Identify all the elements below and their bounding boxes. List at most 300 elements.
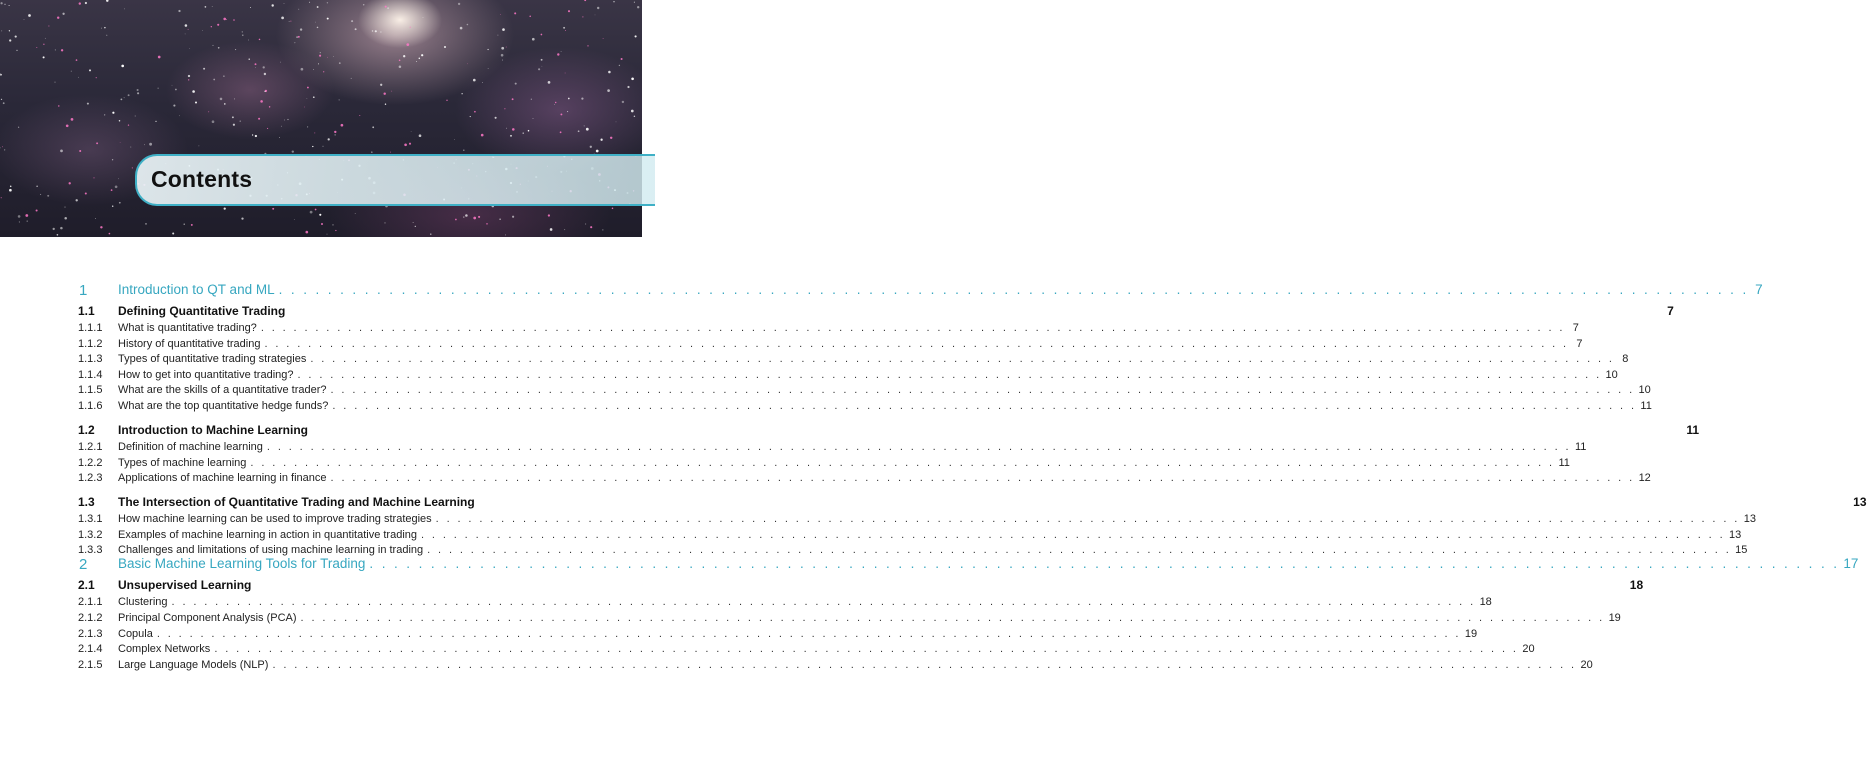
star-dot [627,86,629,88]
toc-chapter-row[interactable] [0,282,1763,299]
star-dot [404,143,407,146]
star-dot [568,10,570,12]
star-dot [76,59,78,61]
star-dot [179,115,180,116]
star-dot [321,223,323,225]
star-dot [372,126,374,128]
star-dot [363,4,364,5]
toc-page-number: 20 [1522,643,1535,656]
star-dot [28,14,31,17]
star-dot [96,142,98,144]
star-dot [185,34,186,35]
star-dot [375,30,377,32]
star-dot [111,189,113,191]
star-dot [112,159,113,160]
toc-subsection-row[interactable] [0,456,1570,473]
toc-chapter-row[interactable] [0,556,1859,574]
toc-entry-title[interactable]: How machine learning can be used to improve trading strategies [118,513,432,526]
star-dot [205,6,207,8]
toc-subsection-row[interactable] [0,643,1535,659]
star-dot [64,207,65,208]
toc-page-number: 15 [1735,544,1748,557]
star-dot [158,88,159,89]
star-dot [307,87,309,89]
star-dot [272,208,274,210]
dot-leader: . . . . . . . . . . . . . . . . . . . . . . . . . . . . . . . . . . . . . . . . . . . . . . . . . . . . . . . . . . . . . . . . . . . . . . . . . . . . . . . . . . . . . . . . . . . . . . . . . . . . . . . . . . . . . . . . . . . . . . . . [156,627,1461,640]
toc-page-number: 13 [1743,513,1756,526]
toc-entry-number: 2.1.2 [78,612,103,624]
star-dot [145,223,146,224]
star-dot [565,30,566,31]
star-dot [175,89,177,91]
star-dot [192,90,195,93]
toc-entry-title[interactable]: How to get into quantitative trading? [118,368,294,381]
star-dot [10,186,12,188]
toc-entry-number: 1.2.2 [78,456,103,469]
toc-entry-number: 1.1.6 [78,400,103,412]
star-dot [548,214,550,216]
star-dot [380,31,381,32]
star-dot [79,2,81,4]
star-dot [506,128,507,129]
star-dot [43,56,45,58]
star-dot [93,177,94,178]
star-dot [60,150,63,153]
star-dot [233,124,235,126]
toc-subsection-row[interactable] [0,612,1621,628]
star-dot [112,205,113,206]
toc-entry-number: 2.1.5 [78,658,103,671]
star-dot [391,91,392,92]
star-dot [635,35,637,37]
star-dot [506,47,507,48]
toc-entry-title[interactable]: Principal Component Analysis (PCA) [118,612,297,624]
star-dot [224,103,226,105]
toc-entry-title[interactable]: Unsupervised Learning [118,578,252,593]
star-dot [351,78,352,79]
star-dot [596,150,599,153]
toc-entry-title[interactable]: Applications of machine learning in finance [118,472,327,485]
toc-subsection-row[interactable] [0,472,1651,488]
star-dot [224,207,226,209]
toc-subsection-row[interactable] [0,368,1618,385]
star-dot [4,149,5,150]
star-dot [66,124,69,127]
star-dot [488,68,489,69]
star-dot [313,96,315,98]
star-dot [478,216,480,218]
star-dot [53,228,55,230]
star-dot [120,142,121,143]
star-dot [567,111,568,112]
star-dot [60,227,63,230]
star-dot [57,234,59,236]
star-dot [155,121,156,122]
star-dot [510,135,512,137]
star-dot [106,0,108,2]
star-dot [460,27,463,30]
star-dot [310,211,313,214]
star-dot [235,49,236,50]
toc-section-row[interactable] [0,423,1700,439]
star-dot [473,217,476,220]
star-dot [0,2,2,4]
star-dot [242,35,243,36]
toc-entry-title[interactable]: Defining Quantitative Trading [118,304,286,318]
star-dot [313,69,314,70]
star-dot [410,27,411,28]
star-dot [208,111,209,112]
star-dot [9,5,10,6]
star-dot [403,55,405,57]
star-dot [597,7,599,9]
dot-leader: . . . . . . . . . . . . . . . . . . . . . . . . . . . . . . . . . . . . . . . . . . . . . . . . . . . . . . . . . . . . . . . . . . . . . . . . . . . . . . . . . . . . . . . . . . . . . . . . . . . . . . . . . . . . . . . . . . . . . . . . [435,513,1740,526]
star-dot [415,226,416,227]
toc-entry-title[interactable]: History of quantitative trading [118,337,261,350]
star-dot [616,122,617,123]
toc-entry-number: 1.3.2 [78,528,103,541]
toc-page-number: 7 [1755,282,1763,297]
star-dot [307,126,308,127]
star-dot [199,146,200,147]
toc-entry-number: 1.1.2 [78,337,103,350]
star-dot [95,218,96,219]
star-dot [387,7,389,9]
dot-leader: . . . . . . . . . . . . . . . . . . . . . . . . . . . . . . . . . . . . . . . . . . . . . . . . . . . . . . . . . . . . . . . . . . . . . . . . . . . . . . . . . . . . . . . . . . . . . . . . . . . . . . . . . . . . . . . . . . . . . . . . [272,658,1577,671]
toc-subsection-row[interactable] [0,513,1756,529]
star-dot [15,36,17,38]
star-dot [512,216,514,218]
star-dot [467,64,468,65]
toc-subsection-row[interactable] [0,627,1478,644]
star-dot [120,98,122,100]
toc-entry-number: 2.1.4 [78,643,103,656]
star-dot [320,52,321,53]
toc-section-row[interactable] [0,495,1867,511]
star-dot [600,139,602,141]
toc-entry-number: 1 [79,282,88,299]
star-dot [590,226,592,228]
star-dot [36,186,37,187]
star-dot [173,105,175,107]
star-dot [332,224,333,225]
toc-page-number: 7 [1667,304,1674,318]
dot-leader: . . . . . . . . . . . . . . . . . . . . . . . . . . . . . . . . . . . . . . . . . . . . . . . . . . . . . . . . . . . . . . . . . . . . . . . . . . . . . . . . . . . . . . . . . . . . . . . . . . . . . . . . . . . . . . . . . . . . . . . . [332,400,1637,412]
toc-entry-title[interactable]: Types of machine learning [118,456,247,469]
star-dot [27,220,28,221]
star-dot [280,62,281,63]
title-band [135,154,655,206]
star-dot [413,222,414,223]
star-dot [172,232,174,234]
star-dot [595,15,596,16]
star-dot [462,93,463,94]
star-dot [446,100,447,101]
star-dot [481,134,484,137]
toc-page-number: 12 [1638,472,1651,485]
star-dot [584,0,586,1]
star-dot [555,102,556,103]
toc-entry-title[interactable]: Complex Networks [118,643,211,656]
star-dot [295,42,296,43]
star-dot [292,150,294,152]
star-dot [380,84,382,86]
star-dot [271,4,273,6]
star-dot [234,98,235,99]
star-dot [5,4,6,5]
star-dot [607,89,610,92]
star-dot [232,116,234,118]
star-dot [132,167,133,168]
star-dot [578,130,580,132]
toc-entry-title[interactable]: Definition of machine learning [118,441,263,453]
dot-leader: . . . . . . . . . . . . . . . . . . . . . . . . . . . . . . . . . . . . . . . . . . . . . . . . . . . . . . . . . . . . . . . . . . . . . . . . . . . . . . . . . . . . . . . . . . . . . . . . . . . . . . . . . . . . . . . . . . . . . . . . [297,368,1602,381]
star-dot [43,44,44,45]
star-dot [100,226,102,228]
toc-entry-title[interactable]: What are the skills of a quantitative trader? [118,384,327,397]
star-dot [18,215,21,218]
dot-leader: . . . . . . . . . . . . . . . . . . . . . . . . . . . . . . . . . . . . . . . . . . . . . . . . . . . . . . . . . . . . . . . . . . . . . . . . . . . . . . . . . . . . . . . . . . . . . . . . . . . . . . . . . . . . . . . . . . . . . . . . [330,384,1635,397]
star-dot [213,79,215,81]
star-dot [61,49,63,51]
star-dot [603,38,604,39]
star-dot [119,120,121,122]
star-dot [323,71,324,72]
star-dot [128,94,130,96]
star-dot [87,103,89,105]
star-dot [557,53,559,55]
star-dot [327,57,328,58]
star-dot [334,131,336,133]
star-dot [158,56,161,59]
toc-subsection-row[interactable] [0,400,1652,416]
star-dot [455,219,457,221]
star-dot [581,98,583,100]
toc-page-number: 7 [1576,337,1583,350]
star-dot [502,28,505,31]
star-dot [319,55,321,57]
toc-subsection-row[interactable] [0,322,1579,338]
toc-entry-number: 1.1 [78,304,95,318]
star-dot [317,27,319,29]
star-dot [585,223,586,224]
star-dot [372,30,373,31]
toc-entry-title[interactable]: Examples of machine learning in action in quantitative trading [118,528,418,541]
toc-page-number: 7 [1572,322,1579,334]
star-dot [184,224,185,225]
star-dot [298,9,299,10]
toc-page-number: 13 [1853,495,1867,510]
star-dot [260,100,263,103]
star-dot [104,114,105,115]
toc-page-number: 10 [1638,384,1651,397]
star-dot [217,24,219,26]
star-dot [512,98,514,100]
star-dot [19,221,20,222]
star-dot [318,63,319,64]
star-dot [248,40,249,41]
toc-subsection-row[interactable] [0,658,1593,675]
star-dot [144,144,145,145]
toc-page-number: 20 [1580,658,1593,671]
star-dot [250,7,251,8]
star-dot [137,92,139,94]
star-dot [568,98,570,100]
star-dot [2,146,3,147]
star-dot [465,214,468,217]
header-galaxy-image [0,0,642,237]
star-dot [104,27,106,29]
star-dot [315,22,316,23]
star-dot [328,138,330,140]
star-dot [315,209,317,211]
star-dot [96,77,97,78]
star-dot [213,45,214,46]
star-dot [487,49,488,50]
toc-section-row[interactable] [0,578,1644,594]
star-dot [36,47,37,48]
toc-subsection-row[interactable] [0,596,1492,612]
star-dot [71,71,72,72]
star-dot [284,120,285,121]
toc-entry-number: 1.2.1 [78,441,103,453]
toc-subsection-row[interactable] [0,337,1583,354]
toc-subsection-row[interactable] [0,528,1742,545]
star-dot [290,21,291,22]
star-dot [565,73,566,74]
star-dot [226,19,227,20]
star-dot [463,149,464,150]
toc-entry-title[interactable]: The Intersection of Quantitative Trading and Machine Learning [118,495,475,510]
toc-entry-title[interactable]: Copula [118,627,153,640]
star-dot [538,68,540,70]
toc-entry-number: 2 [79,556,88,574]
page-title: Contents [151,166,253,192]
toc-section-row[interactable] [0,304,1674,320]
star-dot [259,39,261,41]
star-dot [9,30,10,31]
star-dot [554,104,555,105]
star-dot [252,134,253,135]
star-dot [130,147,131,148]
star-dot [267,128,268,129]
star-dot [339,99,340,100]
star-dot [444,46,446,48]
star-dot [241,217,243,219]
star-dot [294,219,295,220]
star-dot [560,113,562,115]
star-dot [115,185,118,188]
star-dot [255,63,257,65]
star-dot [416,61,417,62]
star-dot [220,98,223,101]
star-dot [458,3,460,5]
star-dot [223,18,226,21]
star-dot [637,6,639,8]
star-dot [55,49,56,50]
star-dot [542,66,543,67]
toc-subsection-row[interactable] [0,384,1651,400]
star-dot [550,228,553,231]
star-dot [495,117,497,119]
star-dot [85,2,87,4]
star-dot [631,110,634,113]
toc-page-number: 11 [1640,400,1652,412]
dot-leader: . . . . . . . . . . . . . . . . . . . . . . . . . . . . . . . . . . . . . . . . . . . . . . . . . . . . . . . . . . . . . . . . . . . . . . . . . . . . . . . . . . . . . . . . . . . . . . . . . . . . . . . . . . . . . . . . . . . . . . . . [369,556,1840,572]
star-dot [0,148,1,149]
star-dot [619,65,620,66]
star-dot [135,116,136,117]
star-dot [1,30,2,31]
star-dot [514,12,516,14]
toc-page-number: 11 [1686,423,1700,437]
star-dot [312,146,313,147]
star-dot [62,13,64,15]
star-dot [419,58,421,60]
dot-leader: . . . . . . . . . . . . . . . . . . . . . . . . . . . . . . . . . . . . . . . . . . . . . . . . . . . . . . . . . . . . . . . . . . . . . . . . . . . . . . . . . . . . . . . . . . . . . . . . . . . . . . . . . . . . . . . . . . . . . . . . [427,544,1732,557]
star-dot [118,178,119,179]
star-dot [359,115,360,116]
star-dot [467,24,469,26]
star-dot [399,60,401,62]
star-dot [137,89,139,91]
star-dot [533,118,534,119]
star-dot [612,208,614,210]
dot-leader: . . . . . . . . . . . . . . . . . . . . . . . . . . . . . . . . . . . . . . . . . . . . . . . . . . . . . . . . . . . . . . . . . . . . . . . . . . . . . . . . . . . . . . . . . . . . . . . . . . . . . . . . . . . . . . . . . . . . . . . . [264,337,1569,350]
star-dot [528,130,530,132]
star-dot [69,182,71,184]
star-dot [602,229,603,230]
toc-subsection-row[interactable] [0,441,1587,457]
toc-entry-title[interactable]: Large Language Models (NLP) [118,658,269,671]
toc-entry-title[interactable]: Clustering [118,596,168,609]
star-dot [541,34,543,36]
toc-entry-title[interactable]: What is quantitative trading? [118,322,257,334]
toc-entry-title[interactable]: Challenges and limitations of using machine learning in trading [118,544,424,557]
star-dot [55,82,56,83]
star-dot [587,45,588,46]
star-dot [223,75,225,77]
toc-entry-title[interactable]: Introduction to QT and ML [118,282,275,297]
star-dot [188,79,189,80]
star-dot [263,66,265,68]
star-dot [191,224,193,226]
star-dot [298,36,300,38]
toc-entry-title[interactable]: What are the top quantitative hedge funds? [118,400,329,412]
toc-entry-number: 1.3.1 [78,513,103,526]
dot-leader: . . . . . . . . . . . . . . . . . . . . . . . . . . . . . . . . . . . . . . . . . . . . . . . . . . . . . . . . . . . . . . . . . . . . . . . . . . . . . . . . . . . . . . . . . . . . . . . . . . . . . . . . . . . . . . . . . . . . . . . . [171,596,1476,609]
star-dot [242,31,243,32]
star-dot [482,82,483,83]
star-dot [189,48,190,49]
toc-entry-title[interactable]: Basic Machine Learning Tools for Trading [118,556,366,572]
star-dot [523,132,524,133]
star-dot [371,151,373,153]
star-dot [608,71,611,74]
toc-entry-title[interactable]: Introduction to Machine Learning [118,423,308,437]
star-dot [341,124,344,127]
star-dot [1,197,2,198]
star-dot [258,118,260,120]
toc-page-number: 8 [1622,353,1629,366]
star-dot [563,27,565,29]
star-dot [504,108,505,109]
star-dot [71,118,74,121]
toc-entry-title[interactable]: Types of quantitative trading strategies [118,353,307,366]
toc-subsection-row[interactable] [0,353,1629,369]
toc-page-number: 19 [1608,612,1621,624]
star-dot [106,35,107,36]
